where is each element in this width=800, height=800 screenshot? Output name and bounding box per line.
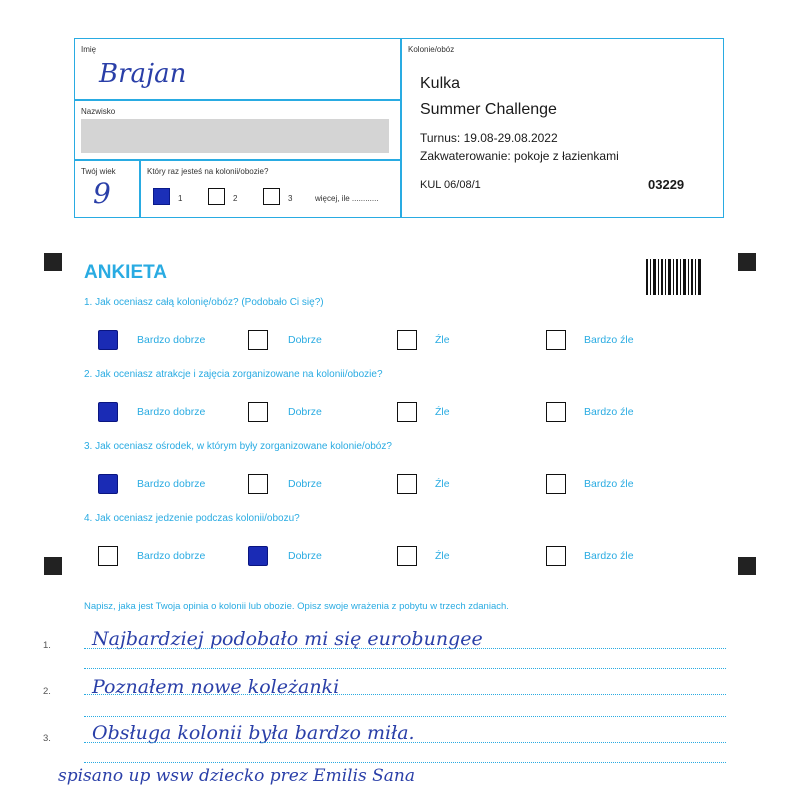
question-1-option-label: Bardzo źle (584, 334, 634, 346)
times-more: więcej, ile ............ (315, 194, 379, 203)
question-1-checkbox-1[interactable] (98, 330, 118, 350)
scan-marker (44, 253, 62, 271)
question-3-checkbox-2[interactable] (248, 474, 268, 494)
question-3-option-label: Źle (435, 478, 450, 490)
question-1-checkbox-3[interactable] (397, 330, 417, 350)
camp-program: Summer Challenge (420, 101, 557, 118)
answer-line (84, 716, 726, 717)
answer-signature-note[interactable]: spisano up wsw dziecko prez Emilis Sana (58, 766, 416, 786)
question-1-checkbox-4[interactable] (546, 330, 566, 350)
answer-line (84, 694, 726, 695)
camp-label: Kolonie/obóz (408, 45, 455, 54)
form-number: 03229 (648, 177, 685, 192)
question-1-checkbox-2[interactable] (248, 330, 268, 350)
question-4-checkbox-3[interactable] (397, 546, 417, 566)
header-line (139, 159, 141, 217)
question-2-checkbox-3[interactable] (397, 402, 417, 422)
question-2-option-label: Bardzo dobrze (137, 406, 206, 418)
question-2-checkbox-4[interactable] (546, 402, 566, 422)
times-label: Który raz jesteś na kolonii/obozie? (147, 167, 269, 176)
scan-marker (738, 253, 756, 271)
turnus: Turnus: 19.08-29.08.2022 (420, 131, 558, 145)
scan-marker (738, 557, 756, 575)
times-option-2: 2 (233, 194, 238, 203)
surname-redacted-field[interactable] (81, 119, 389, 153)
answer-line (84, 762, 726, 763)
question-2-option-label: Dobrze (288, 406, 322, 418)
opinion-prompt: Napisz, jaka jest Twoja opinia o kolonii lub obozie. Opisz swoje wrażenia z pobytu w trzech zdaniach. (84, 601, 509, 612)
accommodation: Zakwaterowanie: pokoje z łazienkami (420, 149, 619, 163)
age-value[interactable]: 9 (93, 177, 111, 210)
question-3-checkbox-4[interactable] (546, 474, 566, 494)
question-3-option-label: Bardzo źle (584, 478, 634, 490)
question-4-checkbox-4[interactable] (546, 546, 566, 566)
line-number-3: 3. (43, 733, 51, 744)
answer-line (84, 648, 726, 649)
question-3-checkbox-1[interactable] (98, 474, 118, 494)
answer-line (84, 742, 726, 743)
question-1-option-label: Dobrze (288, 334, 322, 346)
question-2-option-label: Bardzo źle (584, 406, 634, 418)
survey-title: ANKIETA (84, 262, 168, 283)
question-4-option-label: Źle (435, 550, 450, 562)
times-checkbox-2[interactable] (208, 188, 225, 205)
question-4-option-label: Dobrze (288, 550, 322, 562)
question-4-checkbox-2[interactable] (248, 546, 268, 566)
question-2-checkbox-1[interactable] (98, 402, 118, 422)
question-3: 3. Jak oceniasz ośrodek, w którym były zorganizowane kolonie/obóz? (84, 441, 392, 452)
question-3-option-label: Bardzo dobrze (137, 478, 206, 490)
question-2: 2. Jak oceniasz atrakcje i zajęcia zorganizowane na kolonii/obozie? (84, 369, 383, 380)
times-option-3: 3 (288, 194, 293, 203)
line-number-2: 2. (43, 686, 51, 697)
barcode (646, 259, 702, 295)
question-3-checkbox-3[interactable] (397, 474, 417, 494)
camper-info-box (74, 38, 724, 218)
times-option-1: 1 (178, 194, 183, 203)
name-label: Imię (81, 45, 97, 54)
header-line (75, 99, 401, 101)
camp-code: KUL 06/08/1 (420, 179, 481, 191)
scan-marker (44, 557, 62, 575)
header-divider (400, 39, 402, 217)
question-2-checkbox-2[interactable] (248, 402, 268, 422)
times-checkbox-3[interactable] (263, 188, 280, 205)
question-1: 1. Jak oceniasz całą kolonię/obóz? (Podobało Ci się?) (84, 297, 324, 308)
line-number-1: 1. (43, 640, 51, 651)
question-4-option-label: Bardzo źle (584, 550, 634, 562)
answer-1[interactable]: Najbardziej podobało mi się eurobungee (92, 628, 483, 650)
question-1-option-label: Bardzo dobrze (137, 334, 206, 346)
question-1-option-label: Źle (435, 334, 450, 346)
name-value[interactable]: Brajan (99, 59, 187, 89)
answer-line (84, 668, 726, 669)
question-3-option-label: Dobrze (288, 478, 322, 490)
question-4-option-label: Bardzo dobrze (137, 550, 206, 562)
surname-label: Nazwisko (81, 107, 116, 116)
question-4-checkbox-1[interactable] (98, 546, 118, 566)
answer-2[interactable]: Poznałem nowe koleżanki (92, 676, 340, 698)
header-line (75, 159, 401, 161)
answer-3[interactable]: Obsługa kolonii była bardzo miła. (92, 722, 415, 744)
age-label: Twój wiek (81, 167, 116, 176)
question-4: 4. Jak oceniasz jedzenie podczas kolonii/obozu? (84, 513, 300, 524)
camp-name: Kulka (420, 75, 461, 92)
question-2-option-label: Źle (435, 406, 450, 418)
times-checkbox-1[interactable] (153, 188, 170, 205)
